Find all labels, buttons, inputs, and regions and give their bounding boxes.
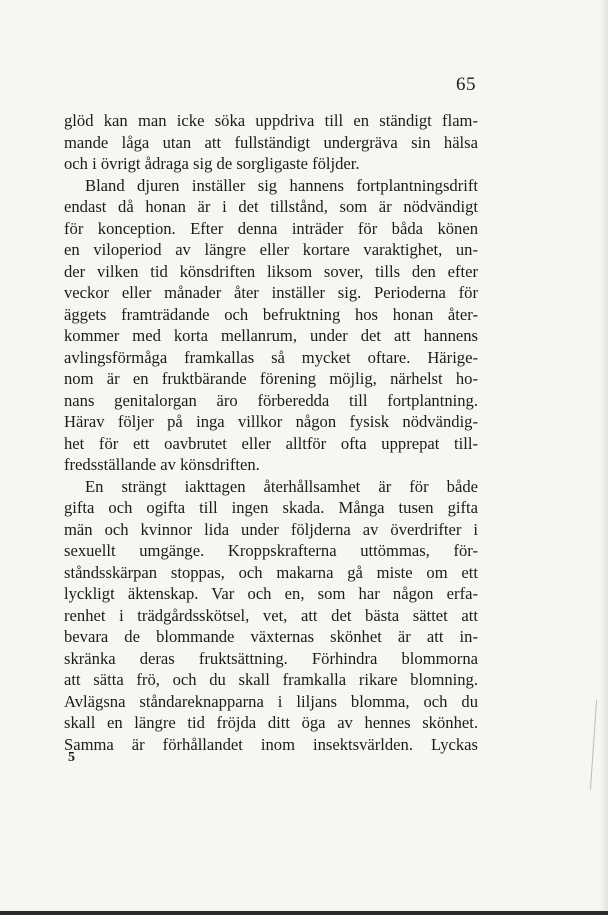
text-line-17: fredsställande av könsdriften. [64,455,260,474]
text-line-8: der vilken tid könsdriften liksom sover, tills den efter [64,261,478,281]
text-line-23: lyckligt äktenskap. Var och en, som har någon erfa- [64,584,478,603]
body-text [64,110,478,755]
text-line-3: och i övrigt ådraga sig de sorgligaste följder. [64,154,360,173]
text-line-25: bevara de blommande växternas skönhet är att in- [64,627,478,646]
text-line-22: ståndsskärpan stoppas, och makarna gå miste om ett [64,562,478,582]
text-line-28: Avlägsna ståndareknapparna i liljans blomma, och du [64,691,478,711]
text-line-2: mande låga utan att fullständigt undergräva sin hälsa [64,132,478,152]
text-line-16: het för ett oavbrutet eller alltför ofta upprepat till- [64,433,478,453]
text-line-18: En strängt iakttagen återhållsamhet är för både [85,476,478,496]
text-line-20: män och kvinnor lida under följderna av överdrifter i [64,519,478,539]
text-line-30: Samma är förhållandet inom insektsvärlden. Lyckas [64,734,478,754]
text-line-10: äggets framträdande och befruktning hos honan åter- [64,304,478,324]
page-bottom-edge [0,911,608,915]
text-line-29: skall en längre tid fröjda ditt öga av hennes skönhet. [64,713,478,732]
page-number: 65 [456,74,476,95]
text-line-27: att sätta frö, och du skall framkalla rikare blomning. [64,670,478,689]
text-line-13: nom är en fruktbärande förening möjlig, närhelst ho- [64,369,478,388]
text-line-7: en viloperiod av längre eller kortare varaktighet, un- [64,240,478,259]
text-line-1: glöd kan man icke söka uppdriva till en ständigt flam- [64,111,478,130]
text-line-14: nans genitalorgan äro förberedda till fortplantning. [64,390,478,410]
text-line-6: för konception. Efter denna inträder för båda könen [64,218,478,238]
signature-mark: 5 [68,750,75,765]
page-edge-shadow [600,0,608,915]
margin-scratch-mark [590,700,597,790]
text-line-21: sexuellt umgänge. Kroppskrafterna uttömmas, för- [64,541,478,560]
text-line-24: renhet i trädgårdsskötsel, vet, att det bästa sättet att [64,605,478,625]
text-line-15: Härav följer på inga villkor någon fysisk nödvändig- [64,412,478,431]
text-line-12: avlingsförmåga framkallas så mycket oftare. Härige- [64,347,478,367]
text-line-11: kommer med korta mellanrum, under det att hannens [64,326,478,345]
text-line-26: skränka deras fruktsättning. Förhindra blommorna [64,648,478,668]
text-line-19: gifta och ogifta till ingen skada. Många tusen gifta [64,498,478,517]
text-line-9: veckor eller månader åter inställer sig. Perioderna för [64,283,478,302]
text-line-5: endast då honan är i det tillstånd, som är nödvändigt [64,197,478,216]
text-line-4: Bland djuren inställer sig hannens fortplantningsdrift [85,175,478,195]
